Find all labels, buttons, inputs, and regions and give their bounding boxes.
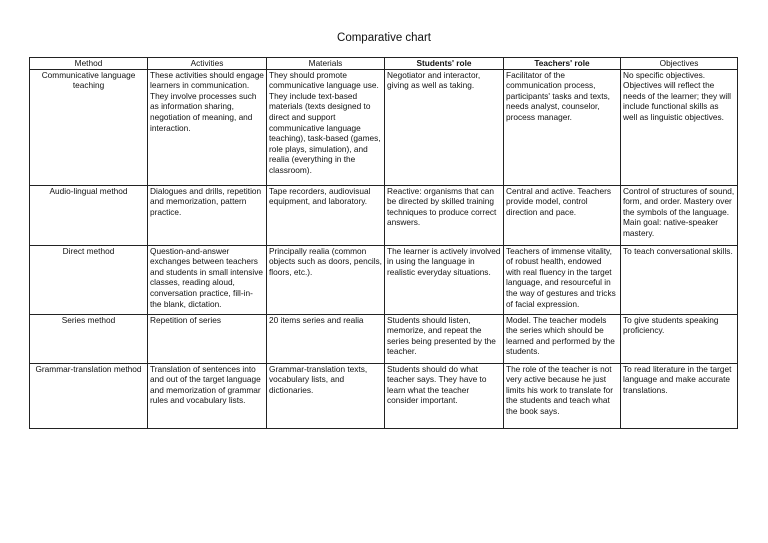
method-cell: Grammar-translation method	[30, 363, 148, 428]
objectives-cell: No specific objectives. Objectives will reflect the needs of the learner; they will include functional skills as well as linguistic objectives.	[621, 69, 738, 185]
students-role-cell: Reactive: organisms that can be directed by skilled training techniques to produce correct answers.	[385, 185, 504, 245]
teachers-role-cell: The role of the teacher is not very active because he just limits his work to translate for the students and teach what the book says.	[504, 363, 621, 428]
students-role-cell: The learner is actively involved in using the language in realistic everyday situations.	[385, 245, 504, 314]
activities-cell: These activities should engage learners in communication. They involve processes such as information sharing, negotiation of meaning, and interaction.	[148, 69, 267, 185]
students-role-cell: Students should do what teacher says. They have to learn what the teacher consider important.	[385, 363, 504, 428]
column-header-objectives: Objectives	[621, 58, 738, 70]
activities-cell: Dialogues and drills, repetition and memorization, pattern practice.	[148, 185, 267, 245]
method-cell: Communicative language teaching	[30, 69, 148, 185]
materials-cell: Tape recorders, audiovisual equipment, and laboratory.	[267, 185, 385, 245]
method-cell: Series method	[30, 314, 148, 363]
table-row	[30, 314, 738, 363]
materials-cell: They should promote communicative language use. They include text-based materials (texts designed to direct and support communicative language teaching), task-based (games, role plays, simulation), and realia (everything in the classroom).	[267, 69, 385, 185]
objectives-cell: To give students speaking proficiency.	[621, 314, 738, 363]
column-header-students-role: Students' role	[385, 58, 504, 70]
objectives-cell: To teach conversational skills.	[621, 245, 738, 314]
column-header-method: Method	[30, 58, 148, 70]
table-row	[30, 69, 738, 185]
comparative-chart-table	[29, 57, 738, 429]
activities-cell: Repetition of series	[148, 314, 267, 363]
teachers-role-cell: Teachers of immense vitality, of robust health, endowed with real fluency in the target language, and resourceful in the way of gestures and tricks of facial expression.	[504, 245, 621, 314]
materials-cell: Principally realia (common objects such as doors, pencils, floors, etc.).	[267, 245, 385, 314]
method-cell: Audio-lingual method	[30, 185, 148, 245]
column-header-materials: Materials	[267, 58, 385, 70]
activities-cell: Translation of sentences into and out of the target language and memorization of grammar rules and vocabulary lists.	[148, 363, 267, 428]
materials-cell: Grammar-translation texts, vocabulary lists, and dictionaries.	[267, 363, 385, 428]
column-header-teachers-role: Teachers' role	[504, 58, 621, 70]
page-title: Comparative chart	[337, 32, 431, 44]
teachers-role-cell: Facilitator of the communication process, participants' tasks and texts, needs analyst, counselor, process manager.	[504, 69, 621, 185]
students-role-cell: Negotiator and interactor, giving as well as taking.	[385, 69, 504, 185]
table-row	[30, 245, 738, 314]
materials-cell: 20 items series and realia	[267, 314, 385, 363]
students-role-cell: Students should listen, memorize, and repeat the series being presented by the teacher.	[385, 314, 504, 363]
table-row	[30, 185, 738, 245]
table-row	[30, 363, 738, 428]
column-header-activities: Activities	[148, 58, 267, 70]
teachers-role-cell: Central and active. Teachers provide model, control direction and pace.	[504, 185, 621, 245]
activities-cell: Question-and-answer exchanges between teachers and students in small intensive classes, reading aloud, conversation practice, fill-in-the blank, dictation.	[148, 245, 267, 314]
objectives-cell: To read literature in the target language and make accurate translations.	[621, 363, 738, 428]
method-cell: Direct method	[30, 245, 148, 314]
objectives-cell: Control of structures of sound, form, and order. Mastery over the symbols of the language. Main goal: native-speaker mastery.	[621, 185, 738, 245]
table-header-row	[30, 58, 738, 70]
teachers-role-cell: Model. The teacher models the series which should be learned and performed by the students.	[504, 314, 621, 363]
